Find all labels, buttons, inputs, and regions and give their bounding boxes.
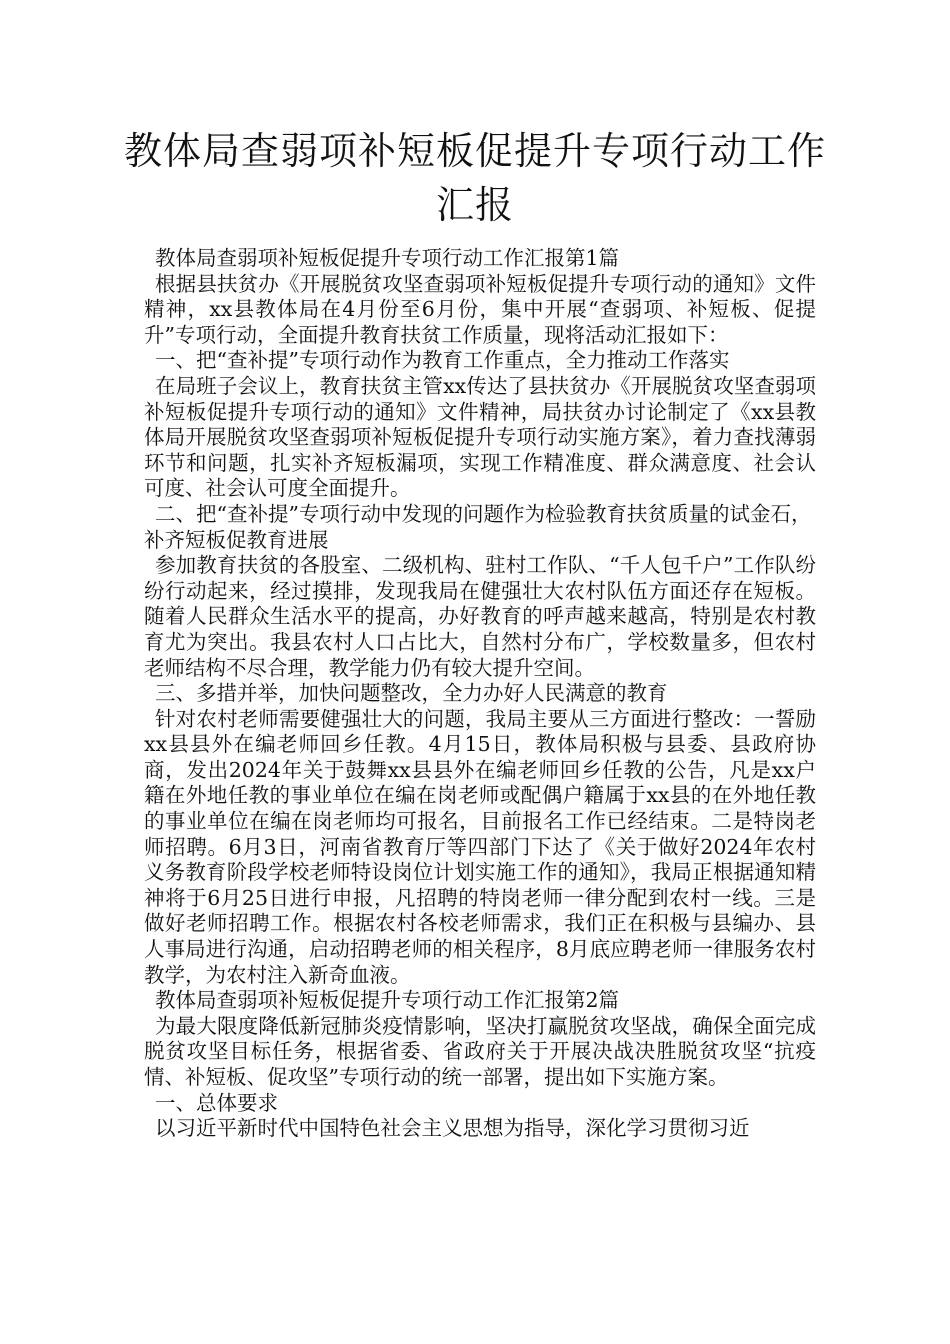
section-heading-three: 三、多措并举，加快问题整改，全力办好人民满意的教育 bbox=[155, 681, 668, 706]
paragraph-intro: 根据县扶贫办《开展脱贫攻坚查弱项补短板促提升专项行动的通知》文件精神，xx县教体局在4月份至6月份，集中开展“查弱项、补短板、促提升”专项行动，全面提升教育扶贫工作质量，现将活动汇报如下： bbox=[144, 271, 816, 347]
section-heading-part-2: 教体局查弱项补短板促提升专项行动工作汇报第2篇 bbox=[155, 988, 620, 1013]
section-heading-general-requirements: 一、总体要求 bbox=[155, 1090, 278, 1115]
paragraph-part-2-intro: 为最大限度降低新冠肺炎疫情影响，坚决打赢脱贫攻坚战，确保全面完成脱贫攻坚目标任务，根据省委、省政府关于开展决战决胜脱贫攻坚“抗疫情、补短板、促攻坚”专项行动的统一部署，提出如下实施方案。 bbox=[144, 1013, 816, 1089]
section-heading-one: 一、把“查补提”专项行动作为教育工作重点，全力推动工作落实 bbox=[155, 348, 730, 373]
paragraph-one: 在局班子会议上，教育扶贫主管xx传达了县扶贫办《开展脱贫攻坚查弱项补短板促提升专项行动的通知》文件精神，局扶贫办讨论制定了《xx县教体局开展脱贫攻坚查弱项补短板促提升专项行动实施方案》，着力查找薄弱环节和问题，扎实补齐短板漏项，实现工作精准度、群众满意度、社会认可度、社会认可度全面提升。 bbox=[144, 373, 816, 501]
document-title: 教体局查弱项补短板促提升专项行动工作汇报 bbox=[123, 129, 826, 227]
paragraph-general-requirements: 以习近平新时代中国特色社会主义思想为指导，深化学习贯彻习近 bbox=[155, 1116, 750, 1141]
paragraph-two: 参加教育扶贫的各股室、二级机构、驻村工作队、“千人包千户”工作队纷纷行动起来，经过摸排，发现我局在健强壮大农村队伍方面还存在短板。随着人民群众生活水平的提高，办好教育的呼声越来越高，特别是农村教育尤为突出。我县农村人口占比大，自然村分布广，学校数量多，但农村老师结构不尽合理，教学能力仍有较大提升空间。 bbox=[144, 553, 816, 680]
paragraph-three: 针对农村老师需要健强壮大的问题，我局主要从三方面进行整改：一誓励xx县县外在编老师回乡任教。4月15日，教体局积极与县委、县政府协商，发出2024年关于鼓舞xx县县外在编老师回乡任教的公告，凡是xx户籍在外地任教的事业单位在编在岗老师或配偶户籍属于xx县的在外地任教的事业单位在编在岗老师均可报名，目前报名工作已经结束。二是特岗老师招聘。6月3日，河南省教育厅等四部门下达了《关于做好2024年农村义务教育阶段学校老师特设岗位计划实施工作的通知》，我局正根据通知精神将于6月25日进行申报，凡招聘的特岗老师一律分配到农村一线。三是做好老师招聘工作。根据农村各校老师需求，我们正在积极与县编办、县人事局进行沟通，启动招聘老师的相关程序，8月底应聘老师一律服务农村教学，为农村注入新奇血液。 bbox=[144, 706, 816, 987]
section-heading-two: 二、把“查补提”专项行动中发现的问题作为检验教育扶贫质量的试金石，补齐短板促教育进展 bbox=[144, 501, 812, 552]
document-body bbox=[144, 246, 816, 1142]
section-heading-part-1: 教体局查弱项补短板促提升专项行动工作汇报第1篇 bbox=[155, 246, 620, 270]
